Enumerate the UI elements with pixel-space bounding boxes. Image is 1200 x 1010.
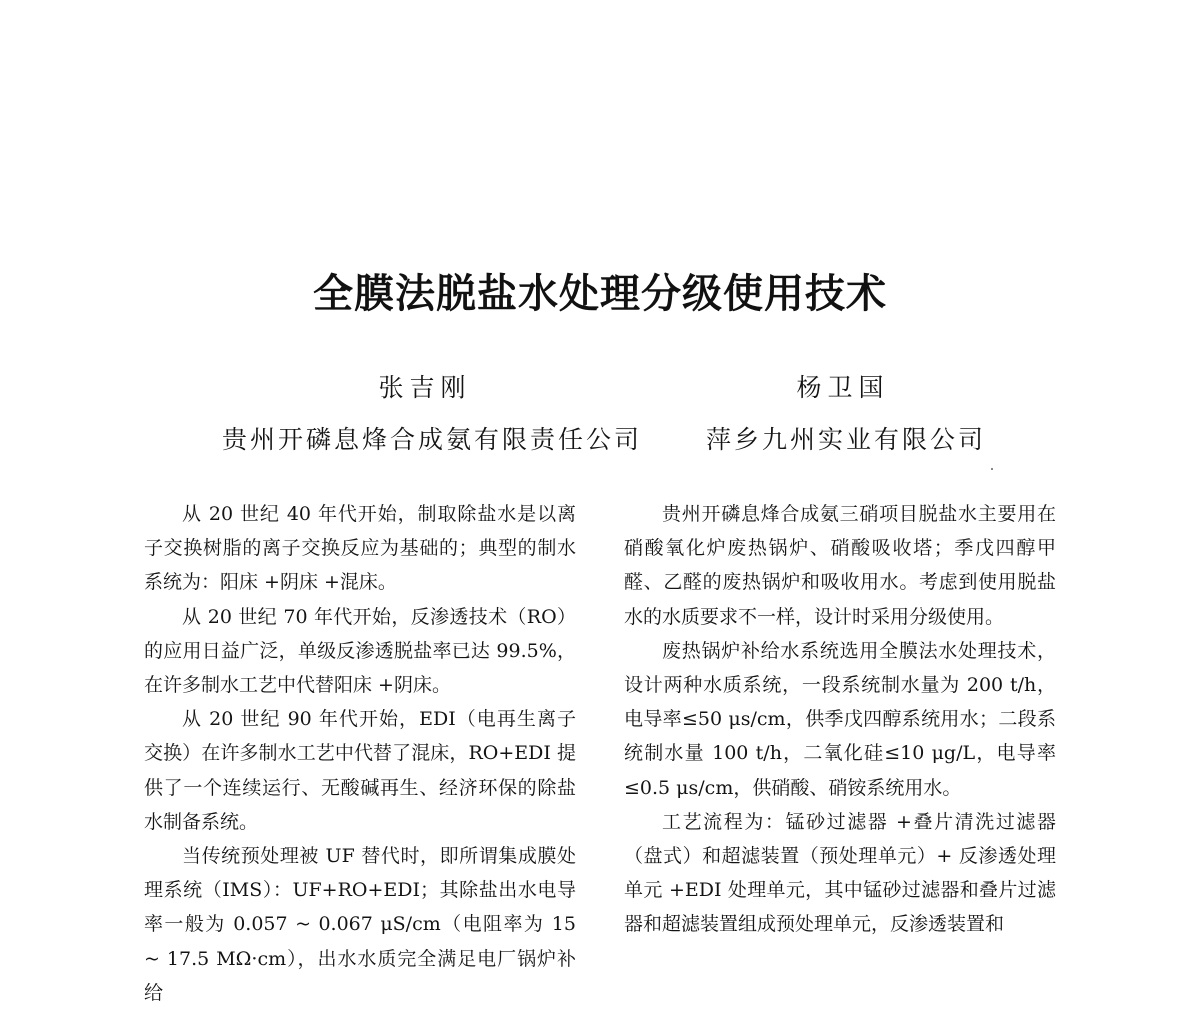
paragraph: 当传统预处理被 UF 替代时，即所谓集成膜处理系统（IMS）：UF+RO+EDI；其除盐出水电导率一般为 0.057 ~ 0.067 μS/cm（电阻率为 15 ~ 17.5 MΩ·cm），出水水质完全满足电厂锅炉补给 xyxy=(144,845,576,1004)
paragraph: 工艺流程为：锰砂过滤器 +叠片清洗过滤器（盘式）和超滤装置（预处理单元）+ 反渗透处理单元 +EDI 处理单元，其中锰砂过滤器和叠片过滤器和超滤装置组成预处理单元，反渗透装置和 xyxy=(624,810,1056,936)
paper-title: 全膜法脱盐水处理分级使用技术 xyxy=(313,271,887,317)
scan-speck xyxy=(991,468,993,470)
body-column-right xyxy=(624,497,1056,942)
paragraph: 从 20 世纪 70 年代开始，反渗透技术（RO）的应用日益广泛，单级反渗透脱盐率已达 99.5%，在许多制水工艺中代替阳床 +阴床。 xyxy=(144,605,576,697)
author-affiliation-1: 贵州开磷息烽合成氨有限责任公司 xyxy=(222,425,643,454)
paragraph: 贵州开磷息烽合成氨三硝项目脱盐水主要用在硝酸氧化炉废热锅炉、硝酸吸收塔；季戊四醇甲醛、乙醛的废热锅炉和吸收用水。考虑到使用脱盐水的水质要求不一样，设计时采用分级使用。 xyxy=(624,503,1056,628)
author-name-1: 张吉刚 xyxy=(378,373,472,402)
paragraph: 从 20 世纪 90 年代开始，EDI（电再生离子交换）在许多制水工艺中代替了混床，RO+EDI 提供了一个连续运行、无酸碱再生、经济环保的除盐水制备系统。 xyxy=(144,708,576,833)
paragraph: 从 20 世纪 40 年代开始，制取除盐水是以离子交换树脂的离子交换反应为基础的；典型的制水系统为：阳床 +阴床 +混床。 xyxy=(144,503,576,594)
author-affiliation-2: 萍乡九州实业有限公司 xyxy=(706,425,987,454)
body-column-left xyxy=(144,497,576,1010)
author-name-2: 杨卫国 xyxy=(796,373,890,402)
paragraph: 废热锅炉补给水系统选用全膜法水处理技术，设计两种水质系统，一段系统制水量为 200 t/h，电导率≤50 μs/cm，供季戊四醇系统用水；二段系统制水量 100 t/h，二氧化硅≤10 μg/L，电导率≤0.5 μs/cm，供硝酸、硝铵系统用水。 xyxy=(624,639,1056,799)
